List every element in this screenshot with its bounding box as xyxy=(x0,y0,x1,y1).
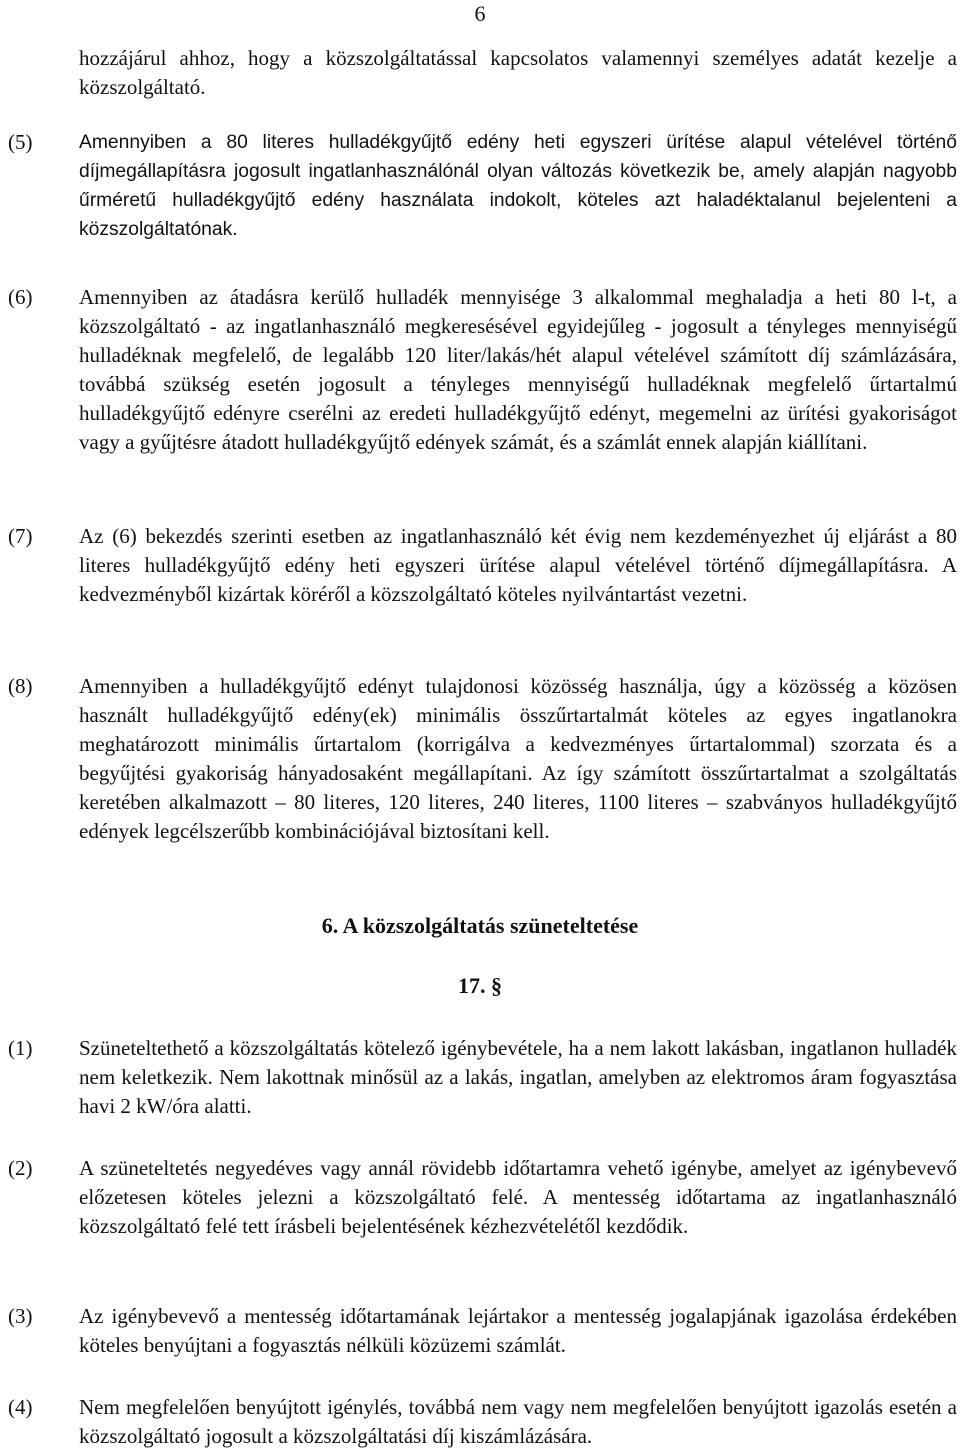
paragraph-number-2: (2) xyxy=(8,1156,33,1180)
paragraph-8-text: Amennyiben a hulladékgyűjtő edényt tulajdonosi közösség használja, úgy a közösség a közösen használt hulladékgyűjtő edény(ek) minimális összűrtartalmát köteles az egyes ingatlanokra meghatározott minimális űrtartalom (korrigálva a kedvezményes űrtartalommal) szorzata és a begyűjtési gyakoriság hányadosaként megállapítani. Az így számított összűrtartalmat a szolgáltatás keretében alkalmazott – 80 literes, 120 literes, 240 literes, 1100 literes – szabványos hulladékgyűjtő edények legcélszerűbb kombinációjával biztosítani kell. xyxy=(79,674,957,843)
paragraph-2-text: A szüneteltetés negyedéves vagy annál rövidebb időtartamra vehető igénybe, amelyet az igénybevevő előzetesen köteles jelezni a közszolgáltató felé. A mentesség időtartama az ingatlanhasználó közszolgáltató felé tett írásbeli bejelentésének kézhezvételétől kezdődik. xyxy=(79,1156,957,1238)
paragraph-number-6: (6) xyxy=(8,285,33,309)
page-number: 6 xyxy=(474,1,486,26)
paragraph-7-text: Az (6) bekezdés szerinti esetben az ingatlanhasználó két évig nem kezdeményezhet új eljárást a 80 literes hulladékgyűjtő edény heti egyszeri ürítése alapul vételével történő díjmegállapításra. A kedvezményből kizártak köréről a közszolgáltató köteles nyilvántartást vezetni. xyxy=(79,524,957,606)
paragraph-number-5: (5) xyxy=(8,130,33,154)
paragraph-5-text: Amennyiben a 80 literes hulladékgyűjtő edény heti egyszeri ürítése alapul vételével történő díjmegállapításra jogosult ingatlanhasználónál olyan változás következik be, amely alapján nagyobb űrméretű hulladékgyűjtő edény használata indokolt, köteles azt haladéktalanul bejelenteni a közszolgáltatónak. xyxy=(79,132,957,240)
paragraph-1-text: Szüneteltethető a közszolgáltatás kötelező igénybevétele, ha a nem lakott lakásban, ingatlanon hulladék nem keletkezik. Nem lakottnak minősül az a lakás, ingatlan, amelyben az elektromos áram fogyasztása havi 2 kW/óra alatti. xyxy=(79,1036,957,1118)
section-heading: 6. A közszolgáltatás szüneteltetése xyxy=(321,913,639,938)
paragraph-number-7: (7) xyxy=(8,524,33,548)
paragraph-number-3: (3) xyxy=(8,1304,33,1328)
paragraph-number-1: (1) xyxy=(8,1036,33,1060)
paragraph-4-text: Nem megfelelően benyújtott igénylés, továbbá nem vagy nem megfelelően benyújtott igazolás esetén a közszolgáltató jogosult a közszolgáltatási díj kiszámlázására. xyxy=(79,1395,957,1448)
intro-paragraph: hozzájárul ahhoz, hogy a közszolgáltatással kapcsolatos valamennyi személyes adatát kezelje a közszolgáltató. xyxy=(79,46,957,99)
paragraph-6-text: Amennyiben az átadásra kerülő hulladék mennyisége 3 alkalommal meghaladja a heti 80 l-t, a közszolgáltató - az ingatlanhasználó megkeresésével egyidejűleg - jogosult a tényleges mennyiségű hulladéknak megfelelő, de legalább 120 liter/lakás/hét alapul vételével számított díj számlázására, továbbá szükség esetén jogosult a tényleges mennyiségű hulladéknak megfelelő űrtartalmú hulladékgyűjtő edényre cserélni az eredeti hulladékgyűjtő edényt, megemelni az ürítési gyakoriságot vagy a gyűjtésre átadott hulladékgyűjtő edények számát, és a számlát ennek alapján kiállítani. xyxy=(79,285,957,454)
article-heading: 17. § xyxy=(458,973,502,998)
paragraph-number-4: (4) xyxy=(8,1395,33,1419)
paragraph-number-8: (8) xyxy=(8,674,33,698)
paragraph-3-text: Az igénybevevő a mentesség időtartamának lejártakor a mentesség jogalapjának igazolása érdekében köteles benyújtani a fogyasztás nélküli közüzemi számlát. xyxy=(79,1304,957,1357)
